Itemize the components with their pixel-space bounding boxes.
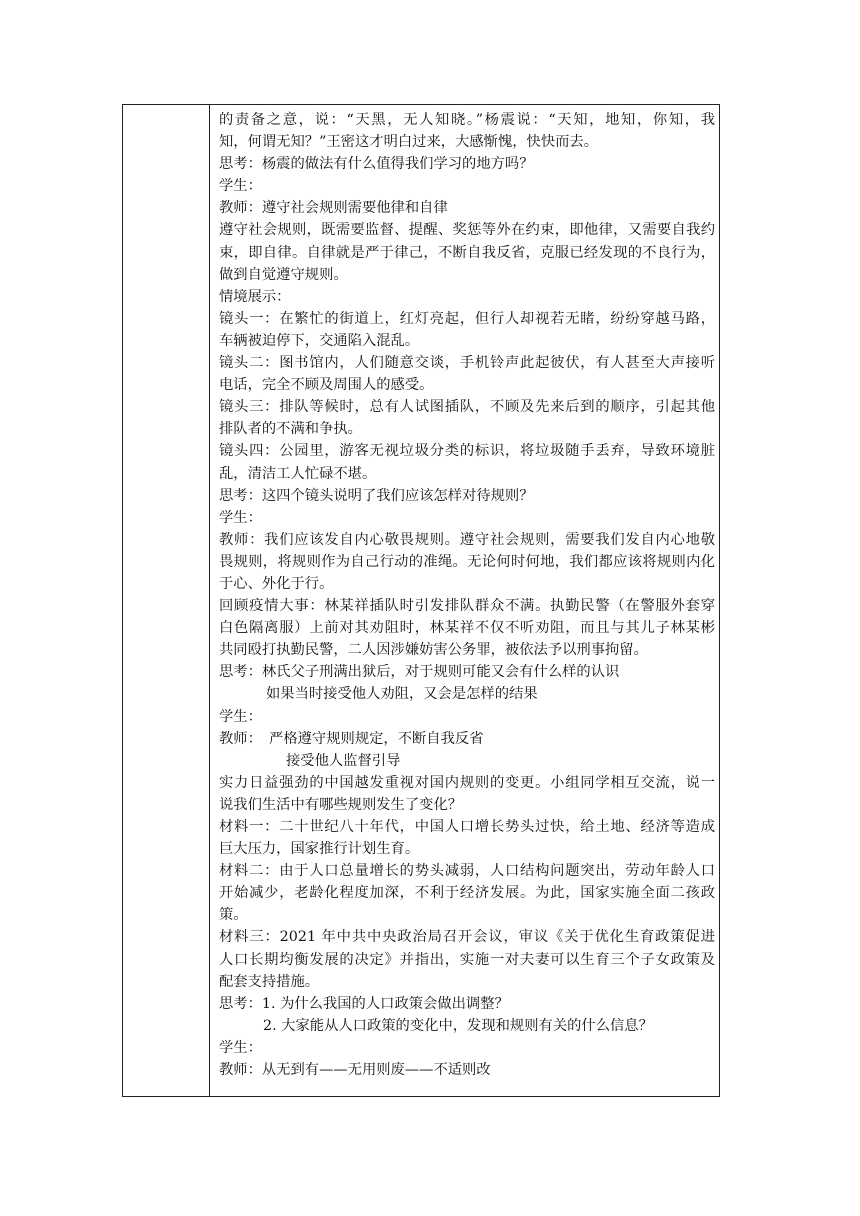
text-line: 教师：我们应该发自内心敬畏规则。遵守社会规则，需要我们发自内心地敬 bbox=[219, 531, 715, 548]
text-line: 束，即自律。自律就是严于律己，不断自我反省，克服已经发现的不良行为， bbox=[219, 244, 715, 261]
text-line: 做到自觉遵守规则。 bbox=[219, 266, 348, 283]
text-line: 畏规则，将规则作为自己行动的准绳。无论何时何地，我们都应该将规则内化 bbox=[219, 553, 715, 570]
text-line: 思考：这四个镜头说明了我们应该怎样对待规则？ bbox=[219, 487, 534, 504]
lesson-content-cell bbox=[219, 109, 715, 1081]
text-line: 学生： bbox=[219, 509, 262, 526]
text-line: 如果当时接受他人劝阻，又会是怎样的结果 bbox=[266, 686, 538, 703]
text-line: 实力日益强劲的中国越发重视对国内规则的变更。小组同学相互交流，说一 bbox=[219, 774, 715, 791]
text-line: 回顾疫情大事：林某祥插队时引发排队群众不满。执勤民警（在警服外套穿 bbox=[219, 598, 715, 615]
text-line: 镜头一：在繁忙的街道上，红灯亮起，但行人却视若无睹，纷纷穿越马路， bbox=[219, 310, 715, 327]
lesson-table bbox=[122, 104, 720, 1097]
text-line: 思考：1. 为什么我国的人口政策会做出调整？ bbox=[219, 995, 509, 1012]
text-line: 学生： bbox=[219, 1039, 262, 1056]
text-line: 学生： bbox=[219, 178, 262, 195]
text-line: 开始减少，老龄化程度加深，不利于经济发展。为此，国家实施全面二孩政 bbox=[219, 885, 715, 902]
text-line: 镜头二：图书馆内，人们随意交谈，手机铃声此起彼伏，有人甚至大声接听 bbox=[219, 355, 715, 372]
text-line: 白色隔离服）上前对其劝阻时，林某祥不仅不听劝阻，而且与其儿子林某彬 bbox=[219, 620, 715, 637]
text-line: 共同殴打执勤民警，二人因涉嫌妨害公务罪，被依法予以刑事拘留。 bbox=[219, 642, 648, 659]
text-line: 接受他人监督引导 bbox=[286, 752, 401, 769]
text-line: 电话，完全不顾及周围人的感受。 bbox=[219, 377, 434, 394]
text-line: 材料二：由于人口总量增长的势头减弱，人口结构问题突出，劳动年龄人口 bbox=[219, 863, 715, 880]
text-line: 人口长期均衡发展的决定》并指出，实施一对夫妻可以生育三个子女政策及 bbox=[219, 951, 715, 968]
text-line: 遵守社会规则，既需要监督、提醒、奖惩等外在约束，即他律，又需要自我约 bbox=[219, 222, 715, 239]
text-line: 教师： 严格遵守规则规定，不断自我反省 bbox=[219, 730, 484, 747]
text-line: 的责备之意，说：“天黑，无人知晓。”杨震说：“天知，地知，你知，我 bbox=[219, 112, 715, 128]
text-line: 说我们生活中有哪些规则发生了变化？ bbox=[219, 796, 463, 813]
text-line: 配套支持措施。 bbox=[219, 973, 320, 990]
text-line: 知，何谓无知？”王密这才明白过来，大感惭愧，快快而去。 bbox=[219, 134, 599, 151]
text-line: 乱，清洁工人忙碌不堪。 bbox=[219, 465, 377, 482]
text-line: 材料一：二十世纪八十年代，中国人口增长势头过快，给土地、经济等造成 bbox=[219, 819, 715, 835]
text-line: 于心、外化于行。 bbox=[219, 575, 334, 592]
column-divider bbox=[209, 105, 210, 1096]
text-line: 思考：林氏父子刑满出狱后，对于规则可能又会有什么样的认识 bbox=[219, 664, 620, 681]
text-line: 车辆被迫停下，交通陷入混乱。 bbox=[219, 332, 420, 349]
text-line: 策。 bbox=[219, 907, 248, 924]
text-line: 排队者的不满和争执。 bbox=[219, 421, 362, 438]
text-line: 2. 大家能从人口政策的变化中，发现和规则有关的什么信息？ bbox=[263, 1017, 653, 1034]
text-line: 镜头四：公园里，游客无视垃圾分类的标识，将垃圾随手丢弃，导致环境脏 bbox=[219, 443, 715, 460]
text-line: 教师：从无到有——无用则废——不适则改 bbox=[219, 1062, 491, 1079]
text-line: 材料三：2021 年中共中央政治局召开会议，审议《关于优化生育政策促进 bbox=[219, 929, 715, 946]
text-line: 镜头三：排队等候时，总有人试图插队，不顾及先来后到的顺序，引起其他 bbox=[219, 399, 715, 416]
text-line: 学生： bbox=[219, 708, 262, 725]
text-line: 教师：遵守社会规则需要他律和自律 bbox=[219, 200, 448, 217]
text-line: 思考：杨震的做法有什么值得我们学习的地方吗？ bbox=[219, 156, 534, 173]
text-line: 情境展示： bbox=[219, 288, 291, 305]
text-line: 巨大压力，国家推行计划生育。 bbox=[219, 841, 420, 858]
